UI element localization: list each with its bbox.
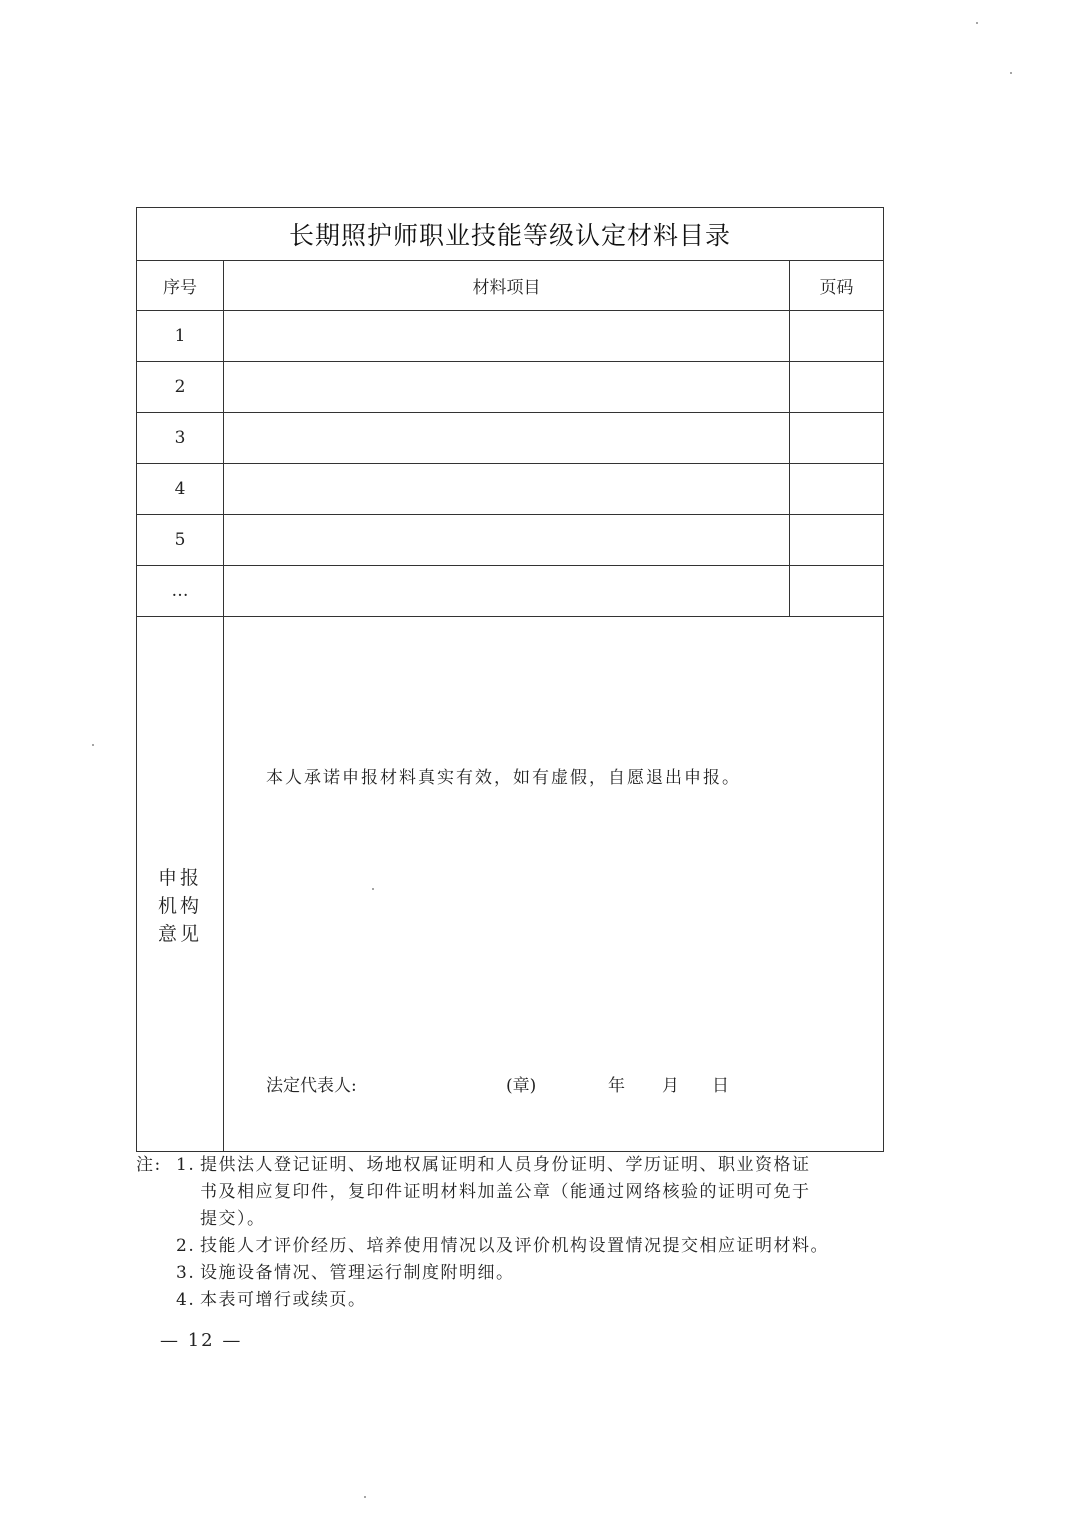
opinion-label: 申报机构意见 (158, 867, 203, 945)
note-item (136, 1287, 896, 1314)
note-text: 技能人才评价经历、培养使用情况以及评价机构设置情况提交相应证明材料。 (200, 1236, 829, 1256)
opinion-body (224, 617, 883, 1151)
note-number: 1. (176, 1155, 196, 1175)
note-text: 本表可增行或续页。 (200, 1290, 367, 1310)
row-page (790, 515, 883, 565)
opinion-section (137, 616, 883, 1151)
scan-speck (364, 1496, 366, 1498)
row-item (224, 413, 790, 463)
note-number: 2. (176, 1236, 196, 1256)
day-label: 日 (712, 1076, 729, 1096)
form-title: 长期照护师职业技能等级认定材料目录 (288, 221, 731, 250)
row-seq: 5 (137, 515, 224, 565)
note-text: 提供法人登记证明、场地权属证明和人员身份证明、学历证明、职业资格证 (200, 1155, 811, 1175)
row-page (790, 362, 883, 412)
table-row (137, 565, 883, 616)
table-row (137, 310, 883, 361)
row-item (224, 515, 790, 565)
table-row (137, 514, 883, 565)
seal-label: (章) (506, 1076, 537, 1096)
note-item (136, 1152, 896, 1179)
header-item: 材料项目 (224, 261, 790, 310)
row-page (790, 464, 883, 514)
header-seq: 序号 (137, 261, 224, 310)
table-row (137, 412, 883, 463)
month-label: 月 (662, 1076, 679, 1096)
row-seq: 4 (137, 464, 224, 514)
row-page (790, 413, 883, 463)
row-page (790, 311, 883, 361)
note-number: 3. (176, 1263, 196, 1283)
row-item (224, 362, 790, 412)
row-seq: 3 (137, 413, 224, 463)
table-header-row (137, 260, 883, 310)
form-title-row (137, 208, 883, 260)
page-number: — 12 — (160, 1330, 243, 1351)
note-text-continued: 提交）。 (200, 1209, 266, 1229)
table-row (137, 361, 883, 412)
note-number: 4. (176, 1290, 196, 1310)
note-text: 设施设备情况、管理运行制度附明细。 (200, 1263, 515, 1283)
year-label: 年 (608, 1076, 625, 1096)
opinion-label-cell (137, 617, 224, 1151)
materials-catalog-form (136, 207, 884, 1152)
scan-speck (372, 888, 374, 890)
row-seq: 2 (137, 362, 224, 412)
row-seq: 1 (137, 311, 224, 361)
note-item (136, 1233, 896, 1260)
header-page: 页码 (819, 278, 854, 298)
note-text-continued: 书及相应复印件，复印件证明材料加盖公章（能通过网络核验的证明可免于 (200, 1182, 811, 1202)
notes-section (136, 1152, 896, 1314)
note-item (136, 1260, 896, 1287)
scan-speck (976, 22, 978, 24)
row-seq: … (137, 566, 224, 616)
legal-rep-label: 法定代表人: (266, 1076, 357, 1096)
row-page (790, 566, 883, 616)
notes-prefix: 注: (136, 1155, 162, 1175)
pledge-statement: 本人承诺申报材料真实有效，如有虚假，自愿退出申报。 (266, 768, 741, 788)
table-row (137, 463, 883, 514)
row-item (224, 311, 790, 361)
row-item (224, 464, 790, 514)
scan-speck (92, 744, 94, 746)
row-item (224, 566, 790, 616)
scan-speck (1010, 72, 1012, 74)
